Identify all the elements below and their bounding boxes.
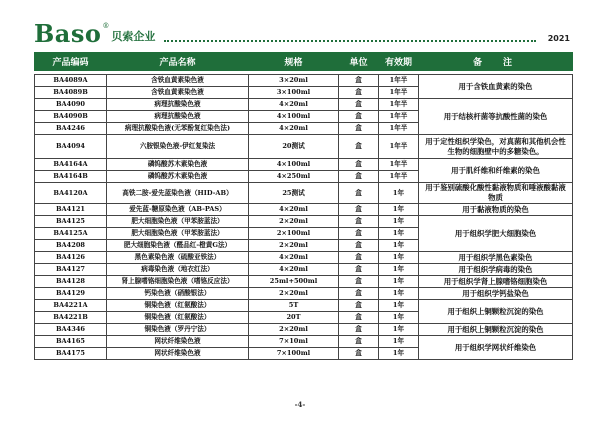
cell-code: BA4129 — [35, 288, 107, 300]
page-number: -4- — [294, 400, 306, 409]
cell-note: 用于定性组织学染色，对真菌和其他机会性生物的细胞壁中的多糖染色。 — [419, 135, 573, 159]
page-header — [34, 20, 570, 50]
cell-unit: 盒 — [339, 87, 379, 99]
dotted-divider — [164, 40, 536, 42]
cell-name: 含铁血黄素染色液 — [107, 75, 249, 87]
cell-unit: 盒 — [339, 204, 379, 216]
catalog-year: 2021 — [547, 34, 570, 43]
cell-validity: 1年 — [379, 216, 419, 228]
cell-name: 网状纤维染色液 — [107, 348, 249, 360]
cell-code: BA4089A — [35, 75, 107, 87]
header-validity: 有效期 — [379, 53, 419, 71]
cell-code: BA4094 — [35, 135, 107, 159]
table-row — [35, 300, 573, 312]
cell-code: BA4221B — [35, 312, 107, 324]
cell-validity: 1年半 — [379, 159, 419, 171]
cell-note: 用于组织学钙盐染色 — [419, 288, 573, 300]
cell-validity: 1年 — [379, 204, 419, 216]
cell-note: 用于肌纤维和纤维素的染色 — [419, 159, 573, 183]
cell-note: 用于组织上铜颗粒沉淀的染色 — [419, 324, 573, 336]
table-row — [35, 252, 573, 264]
cell-validity: 1年半 — [379, 75, 419, 87]
cell-spec: 25ml+500ml — [249, 276, 339, 288]
cell-name: 含铁血黄素染色液 — [107, 87, 249, 99]
table-row — [35, 204, 573, 216]
cell-code: BA4208 — [35, 240, 107, 252]
cell-unit: 盒 — [339, 348, 379, 360]
cell-spec: 7×100ml — [249, 348, 339, 360]
company-name: 贝索企业 — [111, 30, 156, 43]
cell-spec: 4×100ml — [249, 111, 339, 123]
cell-name: 高铁二胺-爱先蓝染色液（HID-AB） — [107, 183, 249, 204]
cell-unit: 盒 — [339, 312, 379, 324]
cell-code: BA4221A — [35, 300, 107, 312]
cell-note: 用于结核杆菌等抗酸性菌的染色 — [419, 99, 573, 135]
cell-unit: 盒 — [339, 99, 379, 111]
table-row — [35, 216, 573, 228]
cell-code: BA4121 — [35, 204, 107, 216]
cell-unit: 盒 — [339, 135, 379, 159]
cell-unit: 盒 — [339, 276, 379, 288]
table-row — [35, 159, 573, 171]
logo-wordmark: Baso — [34, 19, 102, 48]
cell-spec: 7×10ml — [249, 336, 339, 348]
cell-spec: 2×20ml — [249, 216, 339, 228]
cell-validity: 1年 — [379, 276, 419, 288]
cell-unit: 盒 — [339, 75, 379, 87]
cell-validity: 1年 — [379, 288, 419, 300]
cell-spec: 4×20ml — [249, 123, 339, 135]
cell-name: 磷钨酸苏木素染色液 — [107, 159, 249, 171]
cell-validity: 1年半 — [379, 111, 419, 123]
cell-validity: 1年 — [379, 324, 419, 336]
cell-name: 病理抗酸染色液 — [107, 111, 249, 123]
header-spec: 规格 — [249, 53, 339, 71]
cell-spec: 4×20ml — [249, 204, 339, 216]
cell-validity: 1年 — [379, 252, 419, 264]
header-unit: 单位 — [339, 53, 379, 71]
table-body — [35, 75, 573, 360]
cell-code: BA4346 — [35, 324, 107, 336]
cell-unit: 盒 — [339, 111, 379, 123]
cell-note: 用于黏液物质的染色 — [419, 204, 573, 216]
cell-validity: 1年半 — [379, 123, 419, 135]
cell-spec: 25测试 — [249, 183, 339, 204]
cell-spec: 4×250ml — [249, 171, 339, 183]
cell-validity: 1年 — [379, 312, 419, 324]
cell-note: 用于组织学病毒的染色 — [419, 264, 573, 276]
cell-code: BA4246 — [35, 123, 107, 135]
cell-validity: 1年半 — [379, 99, 419, 111]
header-note: 备 注 — [419, 53, 573, 71]
cell-validity: 1年 — [379, 264, 419, 276]
table-row — [35, 276, 573, 288]
cell-spec: 3×20ml — [249, 75, 339, 87]
cell-name: 病毒染色液（地衣红法） — [107, 264, 249, 276]
cell-note: 用于含铁血黄素的染色 — [419, 75, 573, 99]
cell-unit: 盒 — [339, 300, 379, 312]
cell-spec: 20T — [249, 312, 339, 324]
cell-validity: 1年 — [379, 300, 419, 312]
table-row — [35, 183, 573, 204]
cell-spec: 2×20ml — [249, 240, 339, 252]
cell-code: BA4165 — [35, 336, 107, 348]
cell-name: 钙染色液（硝酸银法） — [107, 288, 249, 300]
cell-validity: 1年 — [379, 336, 419, 348]
cell-validity: 1年 — [379, 240, 419, 252]
cell-code: BA4175 — [35, 348, 107, 360]
cell-validity: 1年半 — [379, 171, 419, 183]
cell-note: 用于组织学肾上腺嗜铬细胞染色 — [419, 276, 573, 288]
cell-code: BA4120A — [35, 183, 107, 204]
cell-name: 铜染色液（红氨酸法） — [107, 312, 249, 324]
cell-name: 六胺银染色液-伊红复染法 — [107, 135, 249, 159]
header-name: 产品名称 — [107, 53, 249, 71]
cell-note: 用于组织学网状纤维染色 — [419, 336, 573, 360]
cell-code: BA4126 — [35, 252, 107, 264]
cell-unit: 盒 — [339, 324, 379, 336]
cell-spec: 4×100ml — [249, 159, 339, 171]
cell-code: BA4128 — [35, 276, 107, 288]
cell-name: 磷钨酸苏木素染色液 — [107, 171, 249, 183]
cell-code: BA4090B — [35, 111, 107, 123]
table-row — [35, 75, 573, 87]
cell-unit: 盒 — [339, 240, 379, 252]
cell-unit: 盒 — [339, 252, 379, 264]
cell-name: 肥大细胞染色液（甲苯胺蓝法） — [107, 216, 249, 228]
cell-note: 用于组织上铜颗粒沉淀的染色 — [419, 300, 573, 324]
cell-validity: 1年 — [379, 228, 419, 240]
cell-spec: 2×100ml — [249, 228, 339, 240]
product-table — [34, 52, 573, 360]
cell-unit: 盒 — [339, 264, 379, 276]
table-row — [35, 324, 573, 336]
cell-spec: 20测试 — [249, 135, 339, 159]
cell-validity: 1年 — [379, 348, 419, 360]
table-row — [35, 135, 573, 159]
cell-name: 肾上腺嗜铬细胞染色液（嗜铬反应法） — [107, 276, 249, 288]
cell-note: 用于组织学黑色素染色 — [419, 252, 573, 264]
cell-validity: 1年 — [379, 183, 419, 204]
cell-note: 用于鉴别硫酸化酸性黏液物质和唾液酸黏液物质 — [419, 183, 573, 204]
cell-unit: 盒 — [339, 288, 379, 300]
cell-spec: 2×20ml — [249, 324, 339, 336]
cell-code: BA4089B — [35, 87, 107, 99]
cell-spec: 3×100ml — [249, 87, 339, 99]
cell-code: BA4125A — [35, 228, 107, 240]
cell-unit: 盒 — [339, 183, 379, 204]
cell-name: 黑色素染色液（硫酸亚铁法） — [107, 252, 249, 264]
cell-code: BA4164B — [35, 171, 107, 183]
cell-unit: 盒 — [339, 216, 379, 228]
baso-logo — [34, 19, 156, 48]
cell-unit: 盒 — [339, 171, 379, 183]
cell-name: 病理抗酸染色液 — [107, 99, 249, 111]
cell-spec: 2×20ml — [249, 288, 339, 300]
cell-code: BA4125 — [35, 216, 107, 228]
cell-code: BA4164A — [35, 159, 107, 171]
cell-code: BA4090 — [35, 99, 107, 111]
table-row — [35, 264, 573, 276]
registered-mark: ® — [102, 22, 110, 30]
cell-code: BA4127 — [35, 264, 107, 276]
cell-validity: 1年半 — [379, 87, 419, 99]
cell-spec: 4×20ml — [249, 264, 339, 276]
cell-name: 铜染色液（红氨酸法） — [107, 300, 249, 312]
table-row — [35, 336, 573, 348]
cell-unit: 盒 — [339, 159, 379, 171]
table-row — [35, 288, 573, 300]
cell-unit: 盒 — [339, 123, 379, 135]
cell-note: 用于组织学肥大细胞染色 — [419, 216, 573, 252]
cell-spec: 5T — [249, 300, 339, 312]
cell-name: 病理抗酸染色液(无苯酚复红染色法) — [107, 123, 249, 135]
cell-unit: 盒 — [339, 228, 379, 240]
table-header-row — [35, 53, 573, 71]
cell-name: 肥大细胞染色液（甲苯胺蓝法） — [107, 228, 249, 240]
cell-name: 爱先蓝-糖原染色液（AB-PAS） — [107, 204, 249, 216]
cell-name: 网状纤维染色液 — [107, 336, 249, 348]
table-row — [35, 99, 573, 111]
cell-spec: 4×20ml — [249, 99, 339, 111]
cell-name: 肥大细胞染色液（醛品红-橙黄G法） — [107, 240, 249, 252]
cell-name: 铜染色液（罗丹宁法） — [107, 324, 249, 336]
cell-validity: 1年半 — [379, 135, 419, 159]
cell-spec: 4×20ml — [249, 252, 339, 264]
header-code: 产品编码 — [35, 53, 107, 71]
cell-unit: 盒 — [339, 336, 379, 348]
